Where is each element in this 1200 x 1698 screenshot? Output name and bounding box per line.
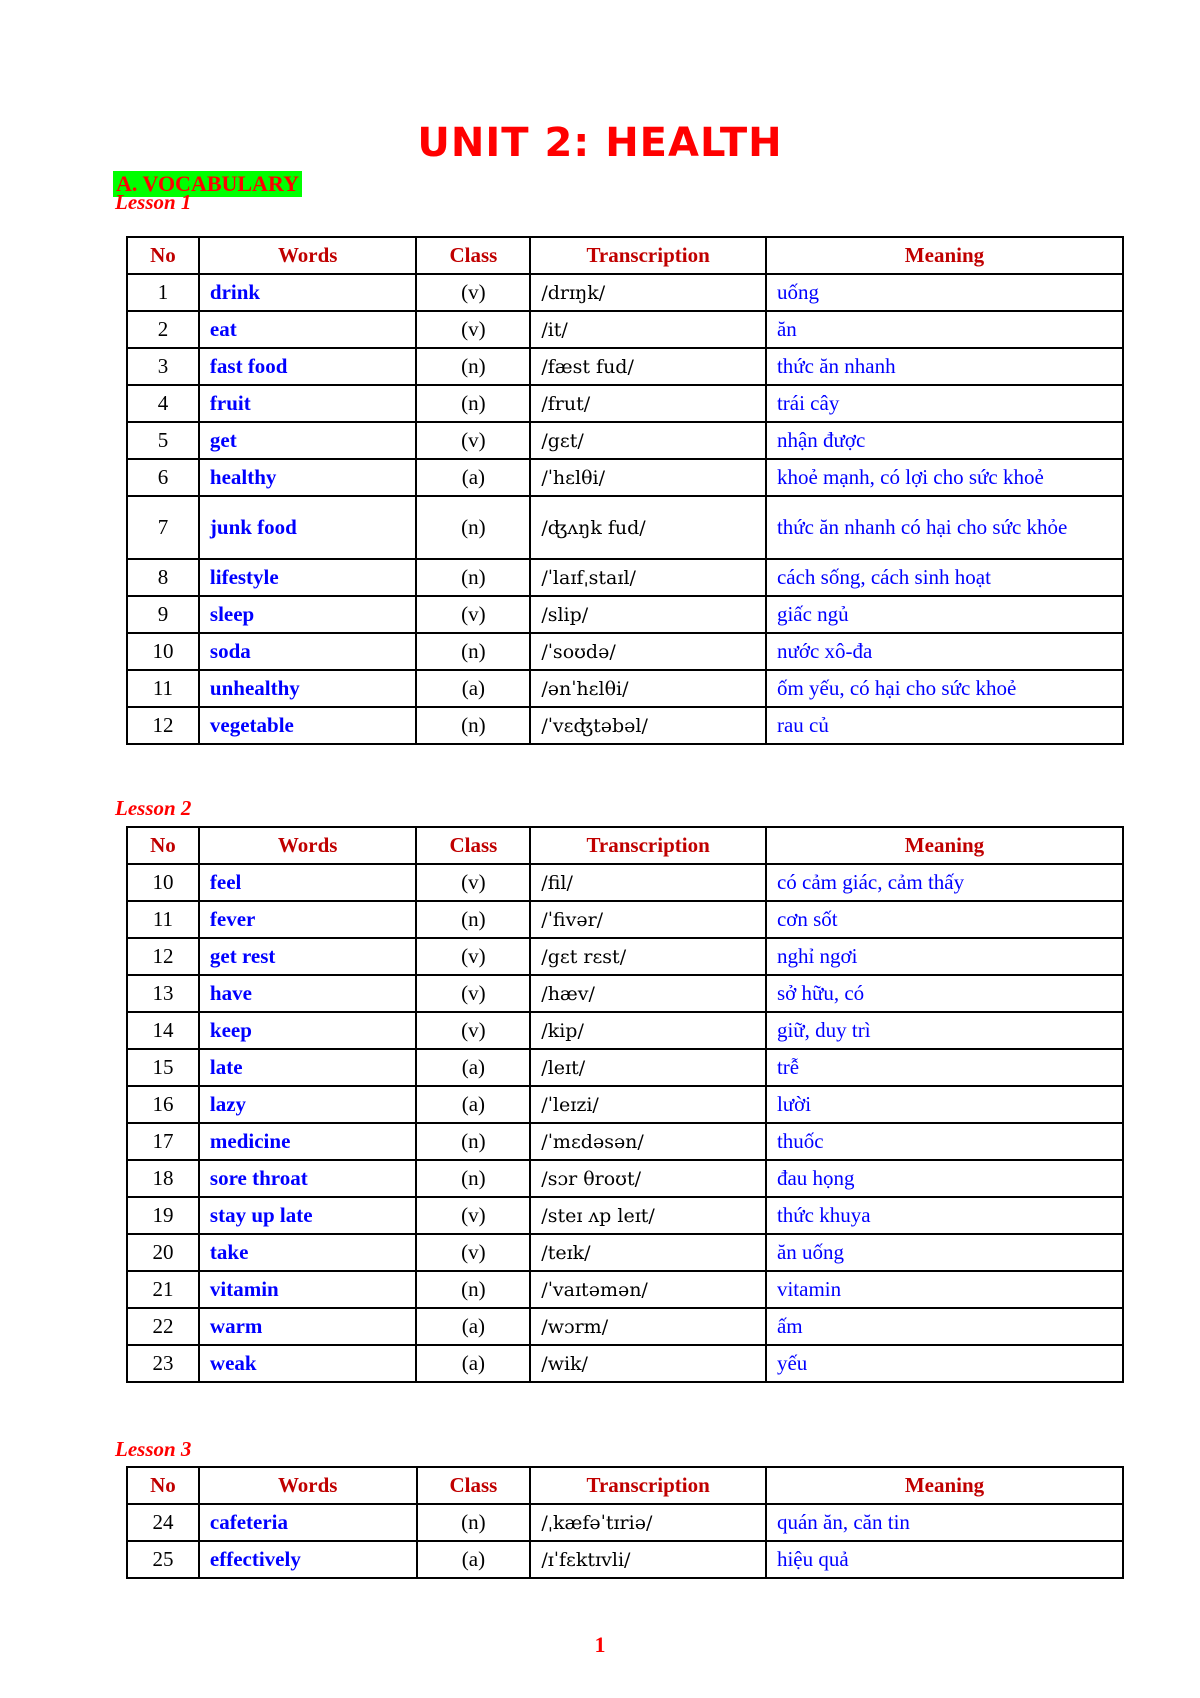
table-row: [127, 938, 1123, 975]
table-row: [127, 975, 1123, 1012]
row-number: 25: [127, 1541, 199, 1578]
section-heading: A. VOCABULARY: [113, 171, 302, 197]
class-cell: (n): [416, 1160, 530, 1197]
row-number: 23: [127, 1345, 199, 1382]
word-cell: soda: [199, 633, 417, 670]
class-cell: (v): [416, 1197, 530, 1234]
row-number: 9: [127, 596, 199, 633]
row-number: 19: [127, 1197, 199, 1234]
meaning-cell: sở hữu, có: [766, 975, 1123, 1012]
row-number: 5: [127, 422, 199, 459]
row-number: 12: [127, 938, 199, 975]
lesson-2-label: Lesson 2: [115, 796, 192, 820]
meaning-cell: vitamin: [766, 1271, 1123, 1308]
row-number: 7: [127, 496, 199, 559]
transcription-cell: /wɔrm/: [530, 1308, 766, 1345]
row-number: 24: [127, 1504, 199, 1541]
table-row: [127, 670, 1123, 707]
transcription-cell: /ˈleɪzi/: [530, 1086, 766, 1123]
row-number: 3: [127, 348, 199, 385]
class-cell: (v): [416, 311, 530, 348]
word-cell: lifestyle: [199, 559, 417, 596]
transcription-cell: /steɪ ʌp leɪt/: [530, 1197, 766, 1234]
class-cell: (n): [416, 559, 530, 596]
word-cell: drink: [199, 274, 417, 311]
row-number: 22: [127, 1308, 199, 1345]
word-cell: feel: [199, 864, 417, 901]
transcription-cell: /sɔr θroʊt/: [530, 1160, 766, 1197]
transcription-cell: /ˈhɛlθi/: [530, 459, 766, 496]
row-number: 16: [127, 1086, 199, 1123]
word-cell: lazy: [199, 1086, 417, 1123]
row-number: 21: [127, 1271, 199, 1308]
row-number: 2: [127, 311, 199, 348]
table-row: [127, 633, 1123, 670]
column-header: Transcription: [530, 237, 766, 274]
transcription-cell: /ˈvaɪtəmən/: [530, 1271, 766, 1308]
transcription-cell: /frut/: [530, 385, 766, 422]
row-number: 1: [127, 274, 199, 311]
lesson-3-table: [126, 1466, 1124, 1579]
table-row: [127, 559, 1123, 596]
table-row: [127, 422, 1123, 459]
class-cell: (v): [416, 1234, 530, 1271]
table-row: [127, 1541, 1123, 1578]
lesson-2-table: [126, 826, 1124, 1383]
word-cell: take: [199, 1234, 417, 1271]
table-row: [127, 1197, 1123, 1234]
meaning-cell: rau củ: [766, 707, 1123, 744]
meaning-cell: quán ăn, căn tin: [766, 1504, 1123, 1541]
table-row: [127, 274, 1123, 311]
table-row: [127, 1012, 1123, 1049]
transcription-cell: /ɪˈfɛktɪvli/: [530, 1541, 766, 1578]
row-number: 18: [127, 1160, 199, 1197]
word-cell: keep: [199, 1012, 417, 1049]
class-cell: (a): [416, 670, 530, 707]
column-header: No: [127, 1467, 199, 1504]
word-cell: get: [199, 422, 417, 459]
meaning-cell: có cảm giác, cảm thấy: [766, 864, 1123, 901]
table-row: [127, 864, 1123, 901]
meaning-cell: thuốc: [766, 1123, 1123, 1160]
table-row: [127, 1086, 1123, 1123]
table-row: [127, 311, 1123, 348]
class-cell: (n): [416, 901, 530, 938]
row-number: 11: [127, 901, 199, 938]
meaning-cell: nước xô-đa: [766, 633, 1123, 670]
meaning-cell: cách sống, cách sinh hoạt: [766, 559, 1123, 596]
class-cell: (v): [416, 1012, 530, 1049]
class-cell: (v): [416, 274, 530, 311]
column-header: Meaning: [766, 1467, 1123, 1504]
table-row: [127, 1123, 1123, 1160]
word-cell: weak: [199, 1345, 417, 1382]
word-cell: eat: [199, 311, 417, 348]
column-header: Class: [417, 1467, 531, 1504]
column-header: No: [127, 237, 199, 274]
transcription-cell: /ənˈhɛlθi/: [530, 670, 766, 707]
meaning-cell: trái cây: [766, 385, 1123, 422]
column-header: Words: [199, 827, 417, 864]
meaning-cell: ăn uống: [766, 1234, 1123, 1271]
class-cell: (n): [417, 1504, 531, 1541]
meaning-cell: ấm: [766, 1308, 1123, 1345]
table-row: [127, 1160, 1123, 1197]
column-header: Words: [199, 1467, 417, 1504]
word-cell: get rest: [199, 938, 417, 975]
row-number: 4: [127, 385, 199, 422]
word-cell: fast food: [199, 348, 417, 385]
column-header: Class: [416, 827, 530, 864]
meaning-cell: ốm yếu, có hại cho sức khoẻ: [766, 670, 1123, 707]
meaning-cell: giấc ngủ: [766, 596, 1123, 633]
class-cell: (a): [416, 459, 530, 496]
meaning-cell: khoẻ mạnh, có lợi cho sức khoẻ: [766, 459, 1123, 496]
meaning-cell: trễ: [766, 1049, 1123, 1086]
word-cell: cafeteria: [199, 1504, 417, 1541]
class-cell: (a): [416, 1345, 530, 1382]
transcription-cell: /wik/: [530, 1345, 766, 1382]
class-cell: (n): [416, 348, 530, 385]
meaning-cell: uống: [766, 274, 1123, 311]
row-number: 13: [127, 975, 199, 1012]
word-cell: sleep: [199, 596, 417, 633]
transcription-cell: /ˈlaɪfˌstaɪl/: [530, 559, 766, 596]
word-cell: unhealthy: [199, 670, 417, 707]
class-cell: (a): [416, 1086, 530, 1123]
class-cell: (a): [417, 1541, 531, 1578]
word-cell: sore throat: [199, 1160, 417, 1197]
transcription-cell: /drɪŋk/: [530, 274, 766, 311]
transcription-cell: /kip/: [530, 1012, 766, 1049]
meaning-cell: nghỉ ngơi: [766, 938, 1123, 975]
word-cell: stay up late: [199, 1197, 417, 1234]
column-header: Meaning: [766, 827, 1123, 864]
word-cell: vitamin: [199, 1271, 417, 1308]
table-row: [127, 1345, 1123, 1382]
class-cell: (v): [416, 596, 530, 633]
meaning-cell: thức ăn nhanh: [766, 348, 1123, 385]
meaning-cell: hiệu quả: [766, 1541, 1123, 1578]
row-number: 10: [127, 633, 199, 670]
class-cell: (v): [416, 938, 530, 975]
table-row: [127, 496, 1123, 559]
table-row: [127, 1504, 1123, 1541]
meaning-cell: thức ăn nhanh có hại cho sức khỏe: [766, 496, 1123, 559]
word-cell: fruit: [199, 385, 417, 422]
transcription-cell: /ˈfivər/: [530, 901, 766, 938]
word-cell: late: [199, 1049, 417, 1086]
table-header-row: [127, 1467, 1123, 1504]
transcription-cell: /ʤʌŋk fud/: [530, 496, 766, 559]
table-row: [127, 901, 1123, 938]
row-number: 17: [127, 1123, 199, 1160]
table-row: [127, 385, 1123, 422]
column-header: Class: [416, 237, 530, 274]
row-number: 6: [127, 459, 199, 496]
meaning-cell: giữ, duy trì: [766, 1012, 1123, 1049]
transcription-cell: /ˈmɛdəsən/: [530, 1123, 766, 1160]
table-row: [127, 1049, 1123, 1086]
row-number: 10: [127, 864, 199, 901]
table-row: [127, 348, 1123, 385]
column-header: Meaning: [766, 237, 1123, 274]
table-row: [127, 1308, 1123, 1345]
word-cell: fever: [199, 901, 417, 938]
transcription-cell: /it/: [530, 311, 766, 348]
transcription-cell: /ˈvɛʤtəbəl/: [530, 707, 766, 744]
word-cell: warm: [199, 1308, 417, 1345]
word-cell: junk food: [199, 496, 417, 559]
meaning-cell: đau họng: [766, 1160, 1123, 1197]
word-cell: healthy: [199, 459, 417, 496]
table-row: [127, 1234, 1123, 1271]
column-header: Transcription: [530, 827, 766, 864]
class-cell: (a): [416, 1308, 530, 1345]
class-cell: (n): [416, 633, 530, 670]
word-cell: effectively: [199, 1541, 417, 1578]
row-number: 14: [127, 1012, 199, 1049]
meaning-cell: cơn sốt: [766, 901, 1123, 938]
class-cell: (n): [416, 707, 530, 744]
word-cell: have: [199, 975, 417, 1012]
column-header: No: [127, 827, 199, 864]
transcription-cell: /fil/: [530, 864, 766, 901]
transcription-cell: /slip/: [530, 596, 766, 633]
column-header: Words: [199, 237, 417, 274]
transcription-cell: /ˌkæfəˈtɪriə/: [530, 1504, 766, 1541]
row-number: 12: [127, 707, 199, 744]
row-number: 8: [127, 559, 199, 596]
transcription-cell: /ˈsoʊdə/: [530, 633, 766, 670]
meaning-cell: nhận được: [766, 422, 1123, 459]
transcription-cell: /hæv/: [530, 975, 766, 1012]
class-cell: (n): [416, 385, 530, 422]
word-cell: medicine: [199, 1123, 417, 1160]
meaning-cell: ăn: [766, 311, 1123, 348]
transcription-cell: /gɛt rɛst/: [530, 938, 766, 975]
meaning-cell: yếu: [766, 1345, 1123, 1382]
row-number: 15: [127, 1049, 199, 1086]
meaning-cell: thức khuya: [766, 1197, 1123, 1234]
class-cell: (n): [416, 1271, 530, 1308]
page-title: UNIT 2: HEALTH: [417, 120, 783, 166]
column-header: Transcription: [530, 1467, 766, 1504]
class-cell: (n): [416, 1123, 530, 1160]
row-number: 20: [127, 1234, 199, 1271]
class-cell: (v): [416, 975, 530, 1012]
table-row: [127, 1271, 1123, 1308]
word-cell: vegetable: [199, 707, 417, 744]
lesson-3-label: Lesson 3: [115, 1437, 192, 1461]
class-cell: (n): [416, 496, 530, 559]
table-header-row: [127, 237, 1123, 274]
transcription-cell: /teɪk/: [530, 1234, 766, 1271]
transcription-cell: /fæst fud/: [530, 348, 766, 385]
meaning-cell: lười: [766, 1086, 1123, 1123]
table-row: [127, 707, 1123, 744]
table-row: [127, 596, 1123, 633]
row-number: 11: [127, 670, 199, 707]
class-cell: (v): [416, 422, 530, 459]
page-number: 1: [594, 1632, 606, 1657]
lesson-1-table: [126, 236, 1124, 745]
transcription-cell: /leɪt/: [530, 1049, 766, 1086]
transcription-cell: /gɛt/: [530, 422, 766, 459]
class-cell: (v): [416, 864, 530, 901]
lesson-1-label: Lesson 1: [115, 190, 192, 214]
table-row: [127, 459, 1123, 496]
class-cell: (a): [416, 1049, 530, 1086]
table-header-row: [127, 827, 1123, 864]
